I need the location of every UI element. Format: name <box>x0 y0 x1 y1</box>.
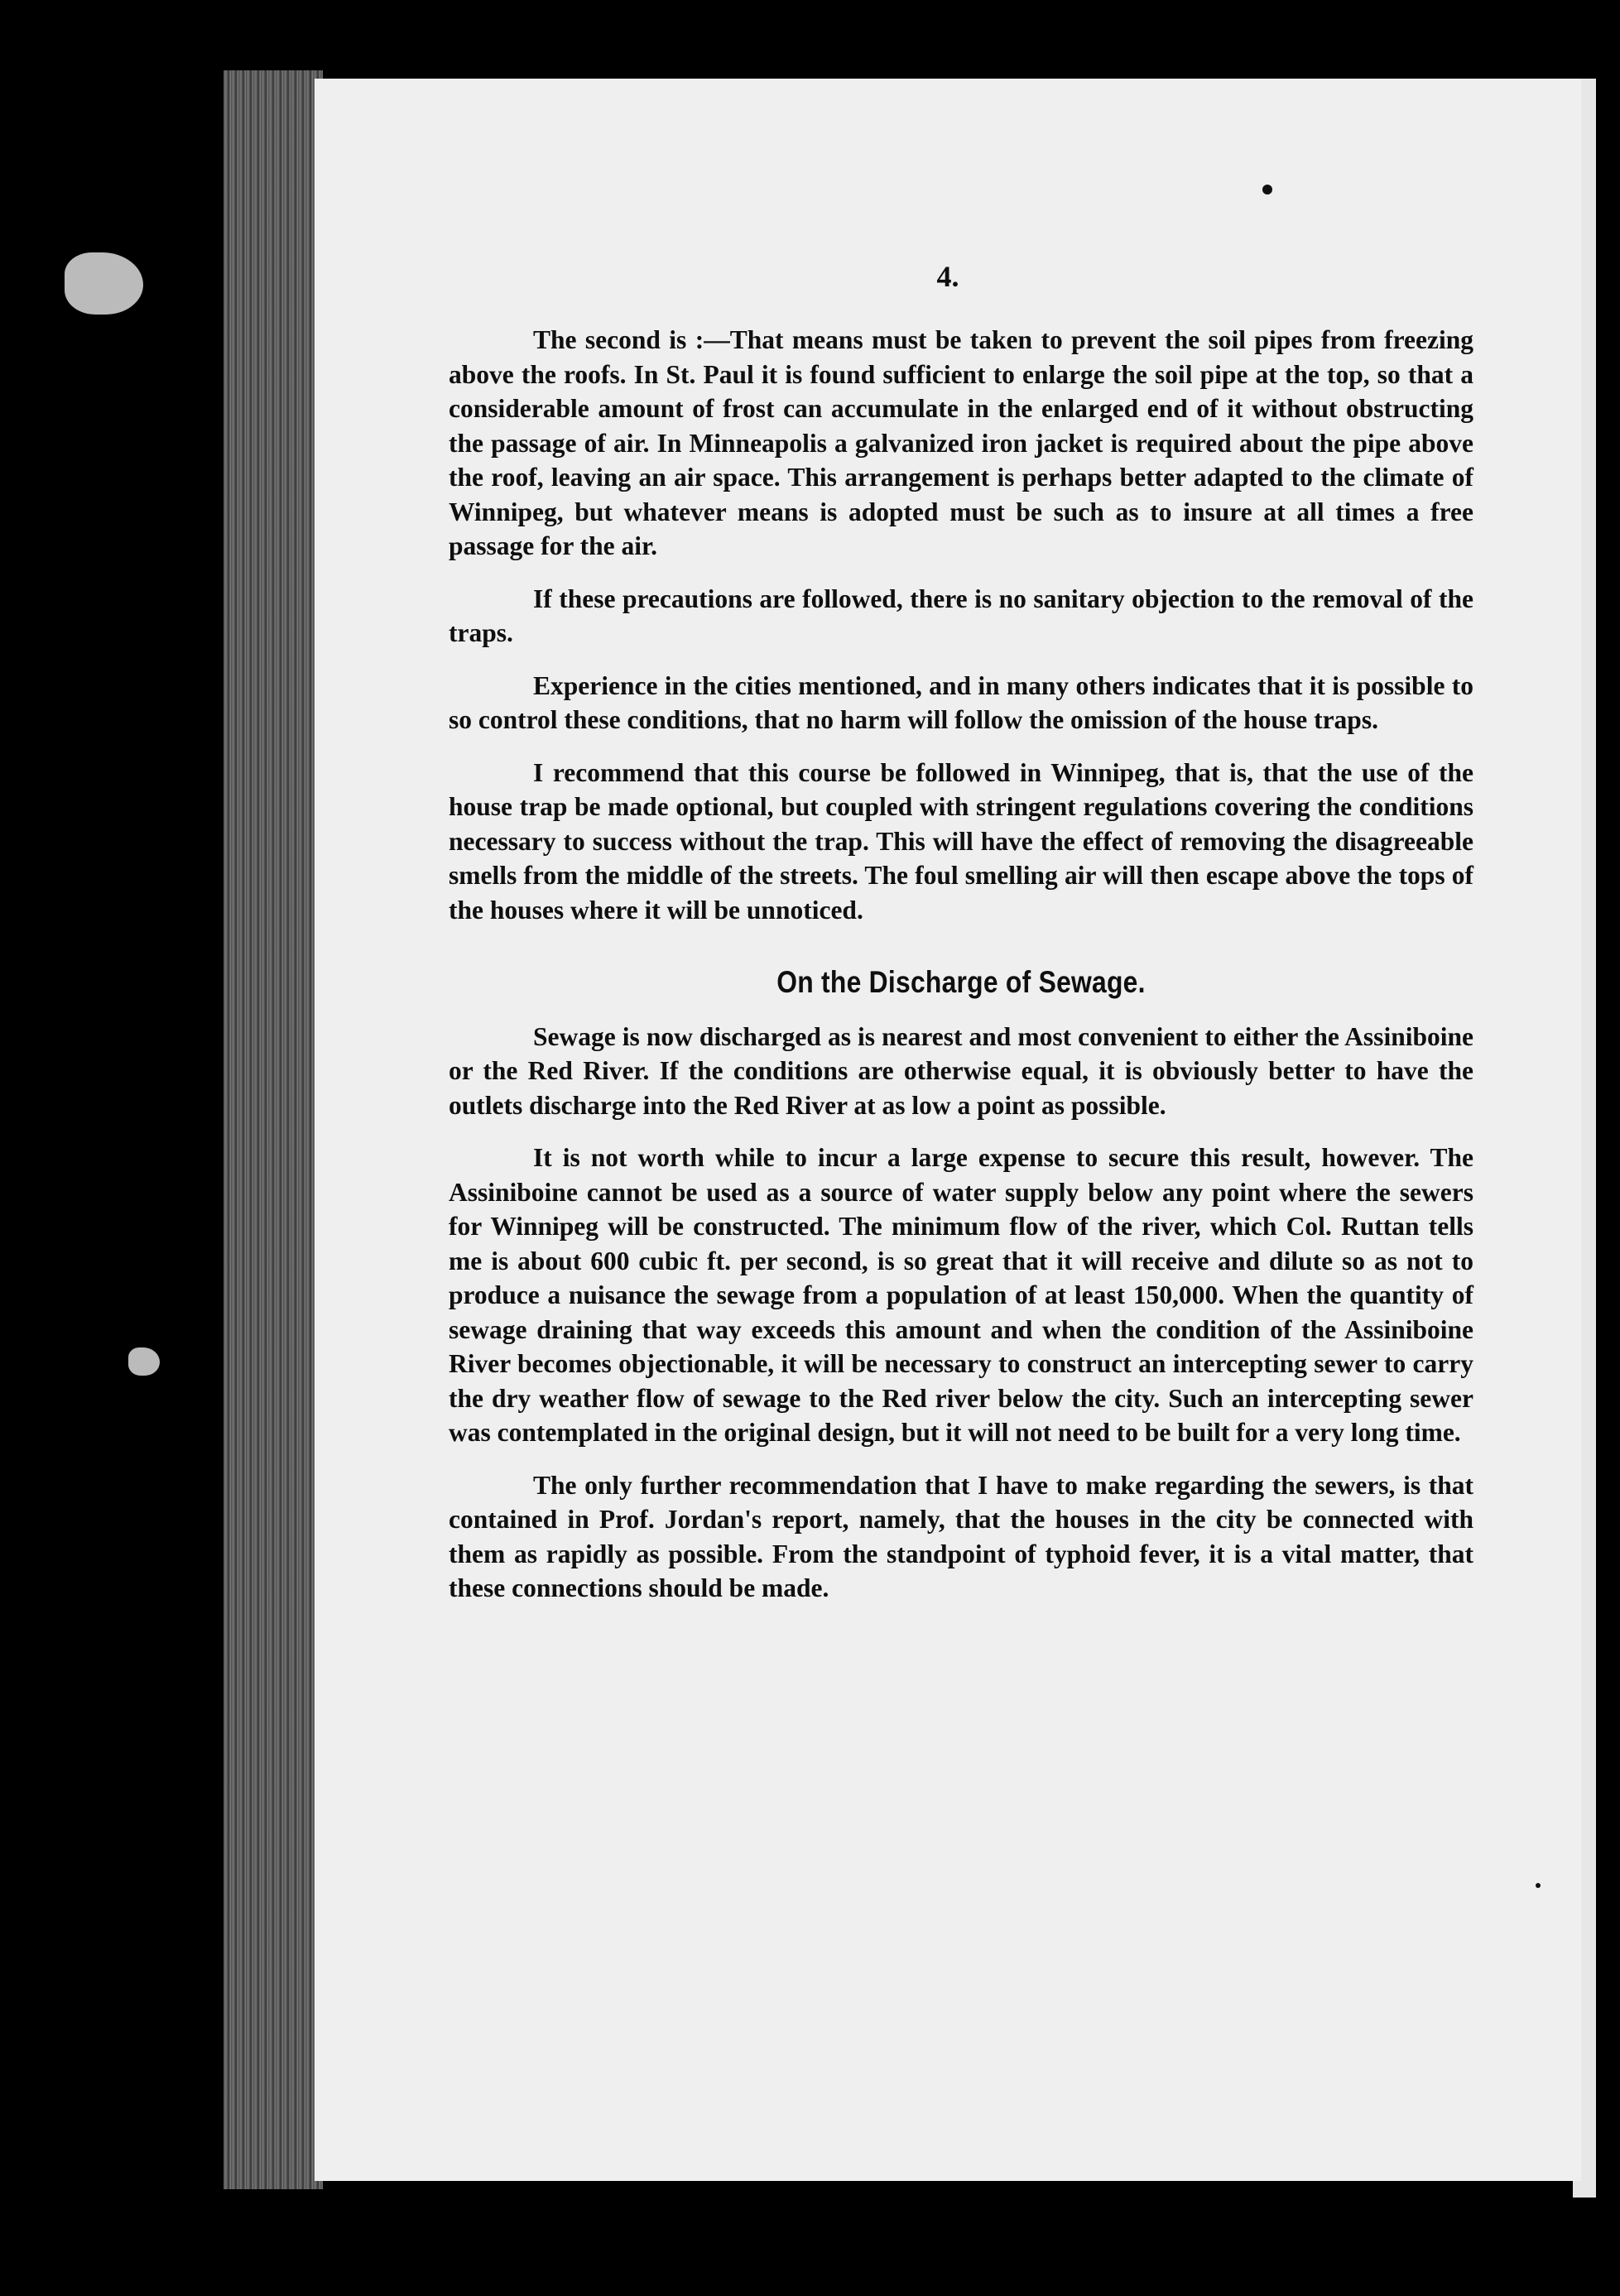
paragraph: The only further recommendation that I have to make regarding the sewers, is that contained in Prof. Jordan's report, namely, that the houses in the city be connected with them as rapidly as possible. From the standpoint of typhoid fever, it is a vital matter, that these connections should be made. <box>449 1470 1473 1602</box>
paragraph: Sewage is now discharged as is nearest and most convenient to either the Assiniboine or the Red River. If the conditions are otherwise equal, it is obviously better to have the outlets discharge into the Red River at as low a point as possible. <box>449 1021 1473 1120</box>
paragraph: I recommend that this course be followed in Winnipeg, that is, that the use of the house trap be made optional, but coupled with stringent regulations covering the conditions necessary to success without the trap. This will have the effect of removing the disagreeable smells from the middle of the streets. The foul smelling air will then escape above the tops of the houses where it will be unnoticed. <box>449 757 1473 925</box>
page-sheet <box>315 79 1581 2181</box>
paragraph: It is not worth while to incur a large expense to secure this result, however. The Assiniboine cannot be used as a source of water supply below any point where the sewers for Winnipeg will be constructed. The minimum flow of the river, which Col. Ruttan tells me is about 600 cubic ft. per second, is so great that it will receive and dilute so as not to produce a nuisance the sewage from a population of at least 150,000. When the quantity of sewage draining that way exceeds this amount and when the condition of the Assiniboine River becomes objectionable, it will be necessary to construct an intercepting sewer to carry the dry weather flow of sewage to the Red river below the city. Such an intercepting sewer was contemplated in the original design, but it will not need to be built for a very long time. <box>449 1143 1473 1447</box>
scan-artifact <box>65 252 143 315</box>
scan-artifact <box>128 1347 160 1376</box>
book-page-edges <box>224 70 323 2189</box>
ink-speck <box>1262 185 1272 195</box>
paragraph: Experience in the cities mentioned, and in many others indicates that it is possible to so control these conditions, that no harm will follow the omission of the house traps. <box>449 670 1473 734</box>
section-heading: On the Discharge of Sewage. <box>776 965 1146 999</box>
page-body <box>449 323 1473 1624</box>
paragraph: If these precautions are followed, there is no sanitary objection to the removal of the traps. <box>449 584 1473 647</box>
page-number: 4. <box>936 260 959 293</box>
ink-speck <box>1536 1883 1541 1888</box>
paragraph: The second is :—That means must be taken to prevent the soil pipes from freezing above the roofs. In St. Paul it is found sufficient to enlarge the soil pipe at the top, so that a considerable amount of frost can accumulate in the enlarged end of it without obstructing the passage of air. In Minneapolis a galvanized iron jacket is required about the pipe above the roof, leaving an air space. This arrangement is perhaps better adapted to the climate of Winnipeg, but whatever means is adopted must be such as to insure at all times a free passage for the air. <box>449 325 1473 560</box>
